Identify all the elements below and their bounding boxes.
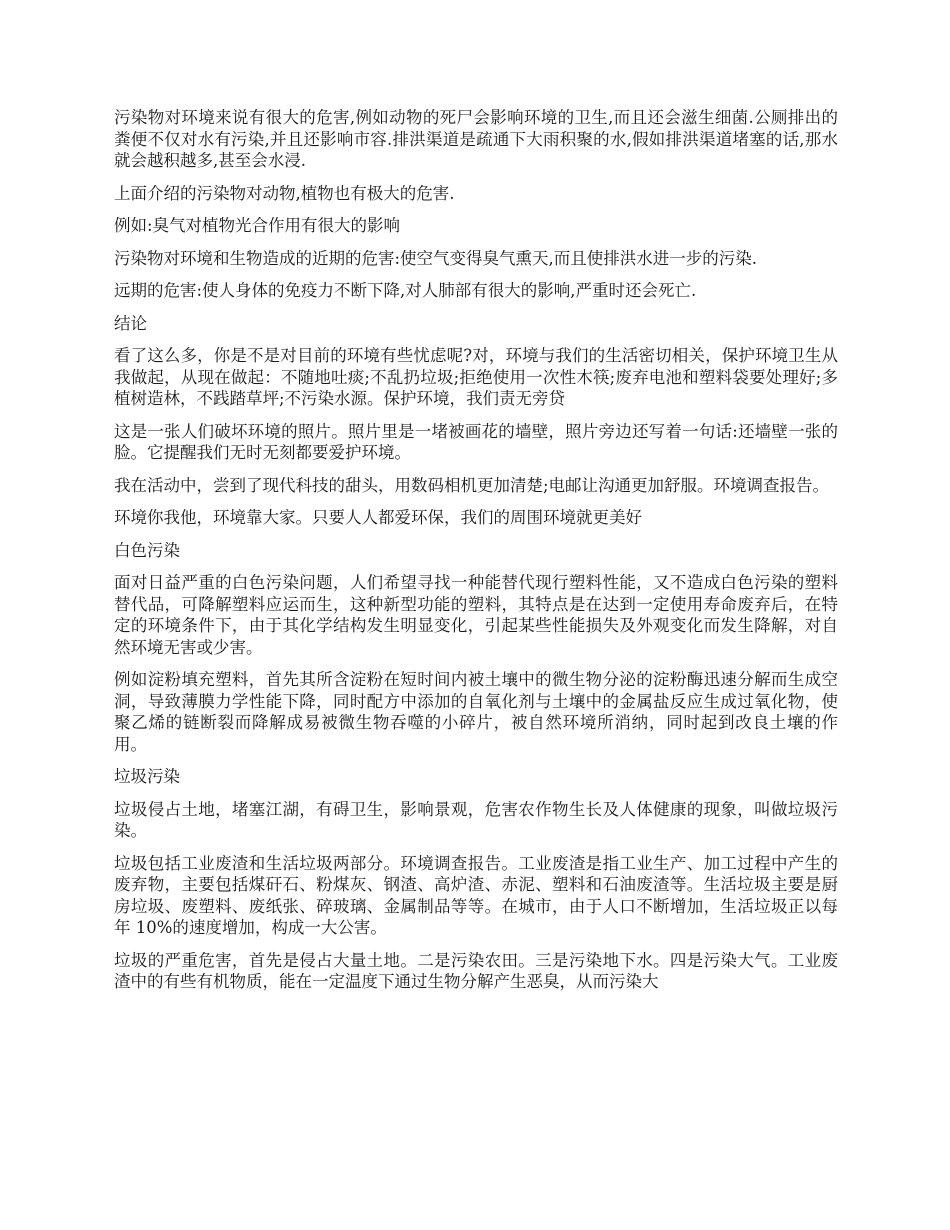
paragraph-conclusion: 看了这么多，你是不是对目前的环境有些忧虑呢?对，环境与我们的生活密切相关，保护环境卫生从我做起，从现在做起：不随地吐痰;不乱扔垃圾;拒绝使用一次性木筷;废弃电池和塑料袋要处理好;多植树造林，不践踏草坪;不污染水源。保护环境，我们责无旁贷 [114,346,838,408]
paragraph-photo-description: 这是一张人们破坏环境的照片。照片里是一堵被画花的墙壁，照片旁边还写着一句话:还墙壁一张的脸。它提醒我们无时无刻都要爱护环境。 [114,421,838,462]
paragraph-harm-to-plants: 上面介绍的污染物对动物,植物也有极大的危害. [114,183,455,203]
section-heading-white-pollution: 白色污染 [114,540,180,560]
paragraph-short-term-harm: 污染物对环境和生物造成的近期的危害:使空气变得臭气熏天,而且使排洪水进一步的污染. [114,248,758,268]
paragraph-garbage-hazards: 垃圾的严重危害，首先是侵占大量土地。二是污染农田。三是污染地下水。四是污染大气。工业废渣中的有些有机物质，能在一定温度下通过生物分解产生恶臭，从而污染大 [114,950,838,991]
paragraph-starch-plastic: 例如淀粉填充塑料，首先其所含淀粉在短时间内被土壤中的微生物分泌的淀粉酶迅速分解而生成空洞，导致薄膜力学性能下降，同时配方中添加的自氧化剂与土壤中的金属盐反应生成过氧化物，使聚乙烯的链断裂而降解成易被微生物吞噬的小碎片，被自然环境所消纳，同时起到改良土壤的作用。 [114,670,838,754]
paragraph-degradable-plastic: 面对日益严重的白色污染问题，人们希望寻找一种能替代现行塑料性能，又不造成白色污染的塑料替代品，可降解塑料应运而生，这种新型功能的塑料，其特点是在达到一定使用寿命废弃后，在特定的环境条件下，由于其化学结构发生明显变化，引起某些性能损失及外观变化而发生降解，对自然环境无害或少害。 [114,573,838,657]
paragraph-long-term-harm: 远期的危害:使人身体的免疫力不断下降,对人肺部有很大的影响,严重时还会死亡. [114,281,697,300]
document-body [114,107,838,1004]
paragraph-slogan: 环境你我他，环境靠大家。只要人人都爱环保，我们的周围环境就更美好 [114,508,642,527]
paragraph-pollutant-harm: 污染物对环境来说有很大的危害,例如动物的死尸会影响环境的卫生,而且还会滋生细菌.公厕排出的粪便不仅对水有污染,并且还影响市容.排洪渠道是疏通下大雨积聚的水,假如排洪渠道堵塞的话,那水就会越积越多,甚至会水浸. [114,108,838,170]
paragraph-garbage-definition: 垃圾侵占土地，堵塞江湖，有碍卫生，影响景观，危害农作物生长及人体健康的现象，叫做垃圾污染。 [114,799,838,840]
paragraph-activity-experience: 我在活动中，尝到了现代科技的甜头，用数码相机更加清楚;电邮让沟通更加舒服。环境调查报告。 [114,475,830,495]
paragraph-example-odor: 例如:臭气对植物光合作用有很大的影响 [114,216,401,235]
section-heading-conclusion: 结论 [114,313,147,333]
section-heading-garbage-pollution: 垃圾污染 [114,767,180,786]
paragraph-garbage-types: 垃圾包括工业废渣和生活垃圾两部分。环境调查报告。工业废渣是指工业生产、加工过程中产生的废弃物，主要包括煤矸石、粉煤灰、钢渣、高炉渣、赤泥、塑料和石油废渣等。生活垃圾主要是厨房垃圾、废塑料、废纸张、碎玻璃、金属制品等等。在城市，由于人口不断增加，生活垃圾正以每年 10%的速度增加，构成一大公害。 [114,853,838,937]
